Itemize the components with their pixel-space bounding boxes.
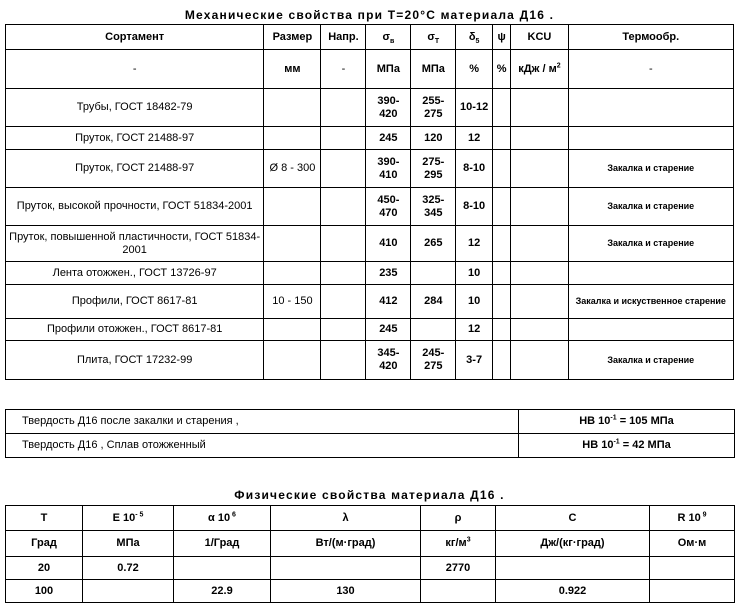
hardness-table — [5, 409, 735, 458]
table-row — [6, 188, 734, 226]
phys-header-c: C — [496, 506, 650, 531]
cell-sortament: Пруток, ГОСТ 21488-97 — [6, 150, 264, 188]
cell-sortament: Лента отожжен., ГОСТ 13726-97 — [6, 262, 264, 285]
cell-termo: Закалка и старение — [568, 341, 733, 380]
unit-sigma-b: МПа — [366, 50, 411, 89]
header-termo: Термообр. — [568, 25, 733, 50]
phys-table-title: Физические свойства материала Д16 . — [234, 488, 505, 502]
cell-napr — [321, 150, 366, 188]
cell-sortament: Профили отожжен., ГОСТ 8617-81 — [6, 319, 264, 341]
cell-napr — [321, 188, 366, 226]
hardness-row — [6, 434, 735, 458]
cell-termo — [568, 319, 733, 341]
phys-unit-c: Дж/(кг·град) — [496, 531, 650, 557]
hardness-label: Твердость Д16 после закалки и старения , — [6, 410, 519, 434]
cell-termo — [568, 262, 733, 285]
phys-cell-t: 20 — [6, 557, 83, 580]
cell-sigma-b: 345-420 — [366, 341, 411, 380]
mech-header-row — [6, 25, 734, 50]
header-sigma-t: $\sigma_T$ — [411, 25, 456, 50]
cell-delta: 8-10 — [456, 150, 493, 188]
cell-razmer: 10 - 150 — [264, 285, 321, 319]
header-delta: $\delta_5$ — [456, 25, 493, 50]
table-row — [6, 319, 734, 341]
cell-kcu — [511, 150, 568, 188]
cell-razmer — [264, 89, 321, 127]
cell-sortament: Пруток, повышенной пластичности, ГОСТ 51834-2001 — [6, 226, 264, 262]
phys-cell-c — [496, 557, 650, 580]
phys-cell-r — [650, 580, 735, 603]
phys-cell-lambda — [271, 557, 421, 580]
cell-sigma-t — [411, 319, 456, 341]
cell-termo: Закалка и искуственное старение — [568, 285, 733, 319]
cell-sigma-t: 284 — [411, 285, 456, 319]
table-row — [6, 580, 735, 603]
table-row — [6, 262, 734, 285]
cell-psi — [493, 285, 511, 319]
cell-sigma-b: 245 — [366, 127, 411, 150]
cell-kcu — [511, 262, 568, 285]
unit-termo: - — [568, 50, 733, 89]
cell-razmer — [264, 188, 321, 226]
cell-psi — [493, 188, 511, 226]
phys-unit-r: Ом·м — [650, 531, 735, 557]
header-psi: ψ — [493, 25, 511, 50]
phys-header-t: T — [6, 506, 83, 531]
table-row — [6, 557, 735, 580]
header-sigma-b: $\sigma_в$ — [366, 25, 411, 50]
cell-delta: 3-7 — [456, 341, 493, 380]
cell-kcu — [511, 319, 568, 341]
hardness-label: Твердость Д16 , Сплав отожженный — [6, 434, 519, 458]
cell-termo: Закалка и старение — [568, 150, 733, 188]
cell-sigma-t: 120 — [411, 127, 456, 150]
cell-kcu — [511, 285, 568, 319]
cell-termo — [568, 89, 733, 127]
cell-napr — [321, 285, 366, 319]
phys-unit-alpha: 1/Град — [174, 531, 271, 557]
cell-napr — [321, 341, 366, 380]
cell-napr — [321, 319, 366, 341]
header-napr: Напр. — [321, 25, 366, 50]
cell-sortament: Плита, ГОСТ 17232-99 — [6, 341, 264, 380]
phys-header-e: E $10^{- 5}$ — [83, 506, 174, 531]
cell-sigma-t: 265 — [411, 226, 456, 262]
cell-sigma-b: 245 — [366, 319, 411, 341]
cell-razmer — [264, 341, 321, 380]
cell-sigma-b: 412 — [366, 285, 411, 319]
header-kcu: KCU — [511, 25, 568, 50]
cell-termo: Закалка и старение — [568, 226, 733, 262]
cell-delta: 12 — [456, 319, 493, 341]
cell-sortament: Профили, ГОСТ 8617-81 — [6, 285, 264, 319]
cell-delta: 10 — [456, 285, 493, 319]
phys-unit-t: Град — [6, 531, 83, 557]
cell-razmer — [264, 127, 321, 150]
table-row — [6, 150, 734, 188]
cell-sortament: Трубы, ГОСТ 18482-79 — [6, 89, 264, 127]
phys-cell-alpha: 22.9 — [174, 580, 271, 603]
phys-cell-rho: 2770 — [421, 557, 496, 580]
cell-sigma-t: 255-275 — [411, 89, 456, 127]
phys-cell-c: 0.922 — [496, 580, 650, 603]
cell-psi — [493, 89, 511, 127]
table-row — [6, 341, 734, 380]
cell-sigma-t: 245-275 — [411, 341, 456, 380]
cell-kcu — [511, 89, 568, 127]
cell-termo — [568, 127, 733, 150]
mechanical-properties-table — [5, 24, 734, 380]
hardness-value: HB $10^{-1} = 42$ МПа — [519, 434, 735, 458]
hardness-row — [6, 410, 735, 434]
cell-psi — [493, 127, 511, 150]
phys-cell-rho — [421, 580, 496, 603]
cell-delta: 10 — [456, 262, 493, 285]
cell-sigma-b: 390-420 — [366, 89, 411, 127]
phys-cell-alpha — [174, 557, 271, 580]
phys-unit-e: МПа — [83, 531, 174, 557]
cell-kcu — [511, 188, 568, 226]
mech-table-title: Механические свойства при Т=20°С материала Д16 . — [184, 8, 555, 22]
cell-termo: Закалка и старение — [568, 188, 733, 226]
phys-cell-lambda: 130 — [271, 580, 421, 603]
hardness-value: HB $10^{-1} = 105$ МПа — [519, 410, 735, 434]
table-row — [6, 127, 734, 150]
cell-kcu — [511, 127, 568, 150]
cell-sigma-t: 275-295 — [411, 150, 456, 188]
phys-header-lambda: λ — [271, 506, 421, 531]
cell-napr — [321, 127, 366, 150]
cell-delta: 10-12 — [456, 89, 493, 127]
cell-psi — [493, 319, 511, 341]
phys-unit-lambda: Вт/(м·град) — [271, 531, 421, 557]
cell-sigma-b: 410 — [366, 226, 411, 262]
cell-razmer — [264, 226, 321, 262]
cell-delta: 12 — [456, 127, 493, 150]
cell-delta: 12 — [456, 226, 493, 262]
cell-razmer: Ø 8 - 300 — [264, 150, 321, 188]
cell-sortament: Пруток, высокой прочности, ГОСТ 51834-2001 — [6, 188, 264, 226]
cell-sigma-b: 235 — [366, 262, 411, 285]
mech-units-row — [6, 50, 734, 89]
cell-napr — [321, 226, 366, 262]
unit-kcu: кДж / $м^2$ — [511, 50, 568, 89]
unit-delta: % — [456, 50, 493, 89]
cell-razmer — [264, 262, 321, 285]
cell-sigma-t — [411, 262, 456, 285]
unit-razmer: мм — [264, 50, 321, 89]
cell-sortament: Пруток, ГОСТ 21488-97 — [6, 127, 264, 150]
table-row — [6, 89, 734, 127]
cell-kcu — [511, 226, 568, 262]
cell-psi — [493, 150, 511, 188]
phys-units-row — [6, 531, 735, 557]
physical-properties-table — [5, 505, 735, 603]
phys-header-r: R 10 $^9$ — [650, 506, 735, 531]
table-row — [6, 226, 734, 262]
cell-kcu — [511, 341, 568, 380]
cell-napr — [321, 262, 366, 285]
cell-sigma-b: 390-410 — [366, 150, 411, 188]
phys-cell-r — [650, 557, 735, 580]
cell-delta: 8-10 — [456, 188, 493, 226]
phys-cell-e — [83, 580, 174, 603]
phys-cell-t: 100 — [6, 580, 83, 603]
cell-sigma-t: 325-345 — [411, 188, 456, 226]
unit-napr: - — [321, 50, 366, 89]
cell-napr — [321, 89, 366, 127]
phys-cell-e: 0.72 — [83, 557, 174, 580]
header-sortament: Сортамент — [6, 25, 264, 50]
cell-psi — [493, 226, 511, 262]
table-row — [6, 285, 734, 319]
cell-sigma-b: 450-470 — [366, 188, 411, 226]
cell-psi — [493, 262, 511, 285]
cell-razmer — [264, 319, 321, 341]
phys-header-alpha: α 10 $^6$ — [174, 506, 271, 531]
cell-psi — [493, 341, 511, 380]
unit-sigma-t: МПа — [411, 50, 456, 89]
phys-unit-rho: $кг/м^3$ — [421, 531, 496, 557]
unit-sortament: - — [6, 50, 264, 89]
phys-header-rho: ρ — [421, 506, 496, 531]
unit-psi: % — [493, 50, 511, 89]
header-razmer: Размер — [264, 25, 321, 50]
phys-header-row — [6, 506, 735, 531]
